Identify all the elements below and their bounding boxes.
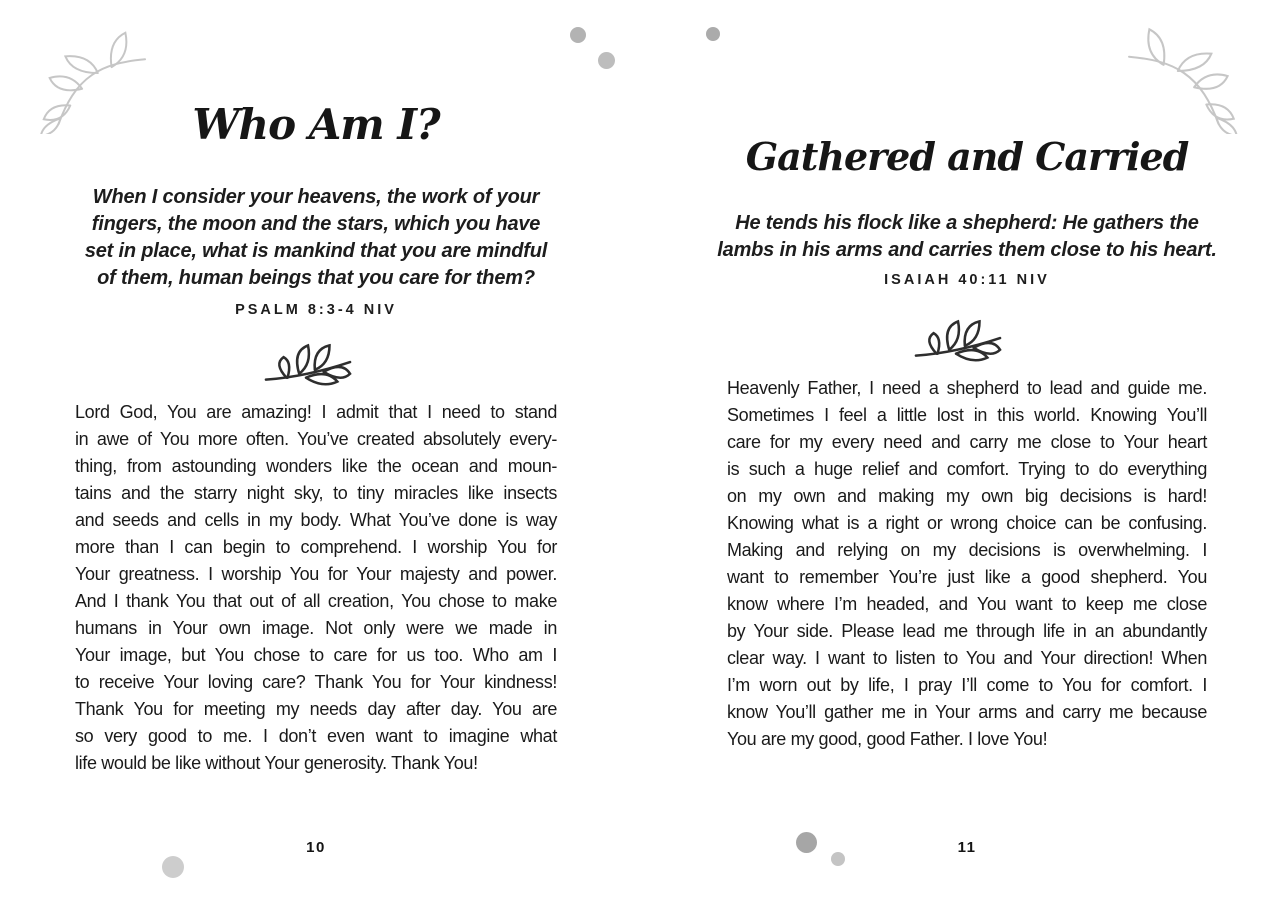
text-line: When I consider your heavens, the work of your [92,186,540,208]
text-line: know You’ll gather me in Your arms and carry me because [727,702,1207,722]
page-number-right: 11 [957,839,977,856]
text-line: Making and relying on my decisions is overwhelming. I [727,540,1207,560]
leaf-divider-icon [264,338,352,390]
text-line: I’m worn out by life, I pray I’ll come to You for comfort. I [727,675,1207,695]
text-line: tains and the starry night sky, to tiny miracles like insects [75,483,557,503]
leaf-divider-icon [914,314,1002,366]
text-line: Lord God, You are amazing! I admit that I need to stand [75,402,557,422]
text-line: so very good to me. I don’t even want to imagine what [75,726,557,746]
text-line: Your greatness. I worship You for Your majesty and power. [75,564,557,584]
text-line: know where I’m headed, and You want to keep me close [727,594,1207,614]
text-line: Your image, but You chose to care for us too. Who am I [75,645,557,665]
prayer-text-left [75,399,557,777]
text-line: and seeds and cells in my body. What You’ve done is way [75,510,557,530]
scripture-quote-right [697,210,1237,264]
text-line: fingers, the moon and the stars, which you have [91,213,541,235]
text-line: on my own and making my own big decisions is hard! [727,486,1207,506]
scripture-reference-right: ISAIAH 40:11 NIV [884,272,1050,288]
speckle-dot [162,856,184,878]
text-line: thing, from astounding wonders like the ocean and moun- [75,456,557,476]
text-line: by Your side. Please lead me through life in an abundantly [727,621,1207,641]
text-line: care for my every need and carry me close to Your heart [727,432,1207,452]
text-line: want to remember You’re just like a good shepherd. You [727,567,1207,587]
devotion-title-right: Gathered and Carried [745,134,1189,179]
text-line: Sometimes I feel a little lost in this world. Knowing You’ll [727,405,1207,425]
text-line: of them, human beings that you care for them? [97,267,535,289]
text-line: Thank You for meeting my needs day after day. You are [75,699,557,719]
scripture-quote-left [45,184,587,292]
text-line: set in place, what is mankind that you are mindful [84,240,548,262]
speckle-dot [706,27,720,41]
prayer-text-right [727,375,1207,753]
text-line: life would be like without Your generosity. Thank You! [75,753,478,773]
text-line: Heavenly Father, I need a shepherd to lead and guide me. [727,378,1207,398]
text-line: humans in Your own image. Not only were we made in [75,618,557,638]
text-line: Knowing what is a right or wrong choice can be confusing. [727,513,1207,533]
speckle-dot [570,27,586,43]
text-line: You are my good, good Father. I love You! [727,729,1048,749]
text-line: more than I can begin to comprehend. I worship You for [75,537,557,557]
text-line: He tends his flock like a shepherd: He gathers the [735,212,1199,234]
text-line: in awe of You more often. You’ve created absolutely every- [75,429,557,449]
text-line: is such a huge relief and comfort. Trying to do everything [727,459,1207,479]
text-line: And I thank You that out of all creation, You chose to make [75,591,557,611]
speckle-dot [598,52,615,69]
text-line: lambs in his arms and carries them close to his heart. [717,239,1217,261]
leaf-branch-icon [1118,12,1258,134]
page-number-left: 10 [306,839,326,856]
text-line: to receive Your loving care? Thank You for Your kindness! [75,672,557,692]
scripture-reference-left: PSALM 8:3-4 NIV [235,302,397,318]
devotion-title-left: Who Am I? [192,100,440,149]
text-line: clear way. I want to listen to You and Your direction! When [727,648,1207,668]
